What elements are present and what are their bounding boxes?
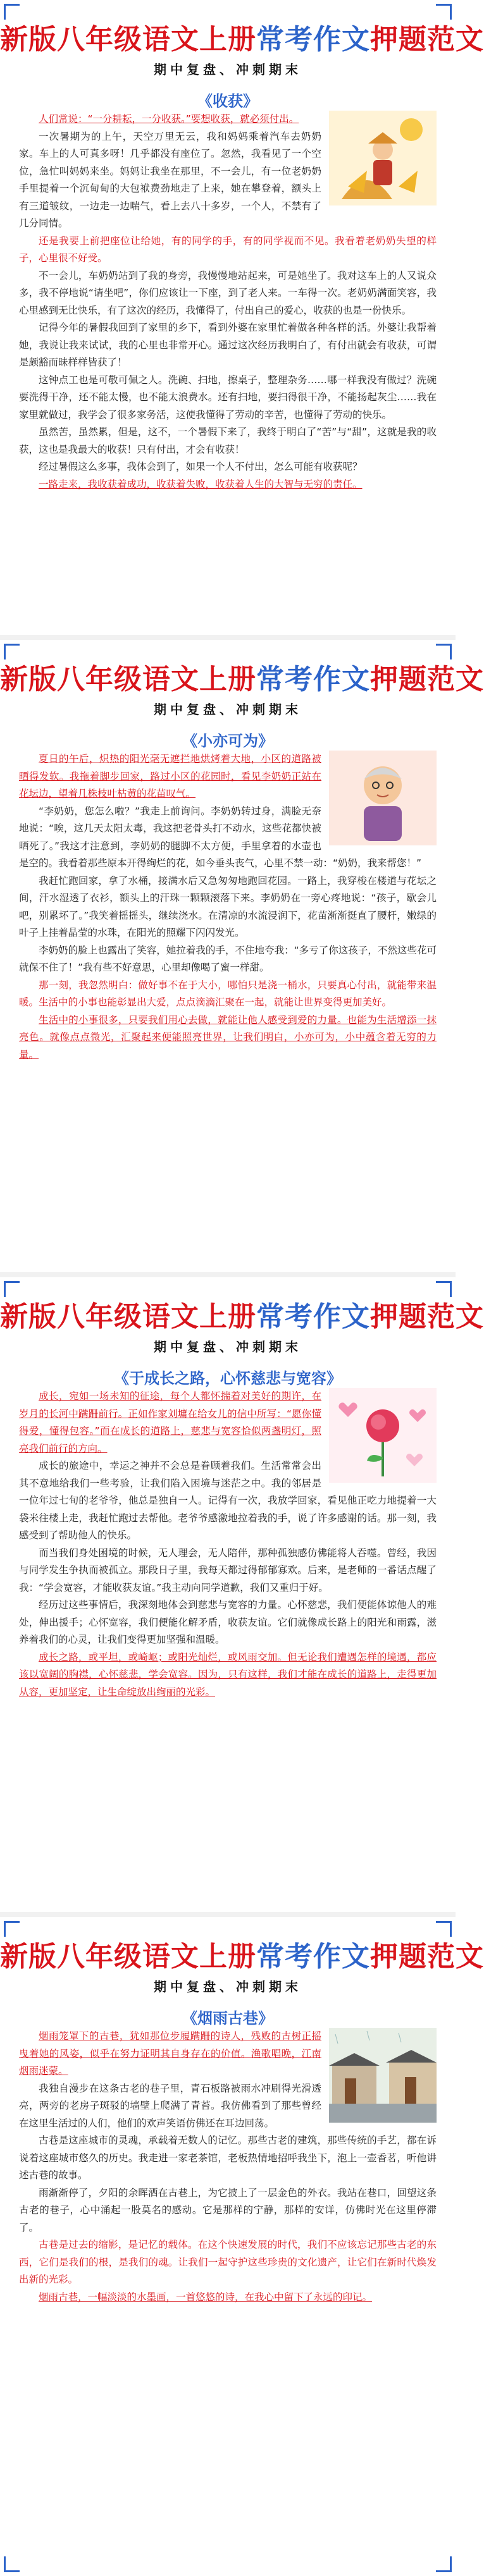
paragraph: 李奶奶的脸上也露出了笑容，她拉着我的手，不住地夸我：“多亏了你这孩子，不然这些花可就保不住了！”我有些不好意思，心里却像喝了蜜一样甜。 [19,944,437,973]
paragraph: 一次暑期为的上午，天空万里无云，我和妈妈乘着汽车去奶奶家。车上的人可真多呀！几乎都没有座位了。忽然，我看见了一个空位，急忙叫妈妈来坐。妈妈让我坐在那里，不一会儿，有一位老奶奶手里提着一个沉甸甸的大包袱费劲地走了上来，她在攀登着，额头上有三道皱纹，一边走一边喘气，看上去八十多岁，一个人，不禁有了几分同情。 [19,130,321,229]
title-part: 押题范文 [370,1301,484,1333]
section-divider [0,1272,456,1277]
paragraph: 我赶忙跑回家，拿了水桶，接满水后又急匆匆地跑回花园。一路上，我穿梭在楼道与花坛之间，汗水湿透了衣衫，额头上的汗珠一颗颗滚落下来。李奶奶在一旁心疼地说：“孩子，歇会儿吧，别累坏了。”我笑着摇摇头，继续浇水。在清凉的水流浸润下，花苗渐渐挺直了腰杆，嫩绿的叶子上挂着晶莹的水珠，在阳光的照耀下闪闪发光。 [19,874,437,938]
subtitle-text: 期中复盘、冲刺期末 [154,702,302,717]
title-highlight: 常考作文 [256,663,370,696]
paragraph: 还是我要上前把座位让给她，有的同学的手，有的同学视而不见。我看着老奶奶失望的样子，心里很不好受。 [19,235,437,264]
section-divider [0,635,456,640]
page-title [0,656,484,697]
paragraph: 古巷是这座城市的灵魂，承载着无数人的记忆。那些古老的建筑，那些传统的手艺，都在诉说着这座城市悠久的历史。我走进一家老茶馆，老板热情地招呼我坐下，泡上一壶香茗，听他讲述古巷的故事。 [19,2135,437,2181]
paragraph: 古巷是过去的缩影，是记忆的载体。在这个快速发展的时代，我们不应该忘记那些古老的东西，它们是我们的根，是我们的魂。让我们一起守护这些珍贵的文化遗产，让它们在新时代焕发出新的光彩。 [19,2239,437,2285]
rose-and-hearts-illustration-icon [329,1388,437,1483]
title-part: 新版八年级语文上册 [0,663,256,696]
page-title [0,1934,484,1974]
essay-title: 《收获》 [197,92,258,110]
title-part: 押题范文 [370,663,484,696]
essay-body [19,2028,437,2306]
paragraph: 而当我们身处困境的时候，无人理会，无人陪伴，那种孤独感仿佛能将人吞噬。曾经，我因与同学发生争执而被孤立。那段日子里，我每天都过得郁郁寡欢。后来，是老师的一番话点醒了我：“学会宽容，才能收获友谊。”我主动向同学道歉，我们又重归于好。 [19,1547,437,1593]
paragraph: 虽然苦，虽然累，但是，这不，一个暑假下来了，我终于明白了“苦”与“甜”，这就是我的收获，这也是我最大的收获！只有付出，才会有收获！ [19,426,437,455]
subtitle [0,58,456,79]
essay-title: 《烟雨古巷》 [182,2009,273,2027]
essay-section-3 [0,1277,484,1917]
subtitle [0,1335,456,1356]
paragraph: 经过暑假这么多事，我体会到了，如果一个人不付出，怎么可能有收获呢？ [39,461,363,472]
essay-title: 《于成长之路，心怀慈悲与宽容》 [114,1370,342,1387]
essay-body [19,751,437,1064]
essay-section-1 [0,0,484,640]
title-highlight: 常考作文 [256,23,370,56]
paragraph: 记得今年的暑假我回到了家里的乡下，看到外婆在家里忙着做各种各样的活。外婆让我帮着她，我说让我来试试，我的心里也非常开心。通过这次经历我明白了，有付出就会有收获，可谓是颇豁而昧样样皆获了！ [19,322,437,368]
paragraph: 雨渐渐停了，夕阳的余晖洒在古巷上，为它披上了一层金色的外衣。我站在巷口，回望这条古老的巷子，心中涌起一股莫名的感动。它是那样的宁静，那样的安详，仿佛时光在这里停滞了。 [19,2187,437,2233]
paragraph: 成长，宛如一场未知的征途，每个人都怀揣着对美好的期许，在岁月的长河中蹒跚前行。正如作家刘墉在给女儿的信中所写：“愿你懂得爱，懂得包容。”而在成长的道路上，慈悲与宽容恰似两盏明灯，照亮我们前行的方向。 [19,1390,321,1454]
corner-decoration [4,2556,20,2572]
paragraph: 这钟点工也是可敬可佩之人。洗碗、扫地，擦桌子，整理杂务……哪一样我没有做过？洗碗要洗得干净，还不能太慢，也不能太浪费水。还有扫地，要扫得很干净，不能扬起灰尘……我在家里就做过，我学会了很多家务活，这使我懂得了劳动的辛苦，也懂得了劳动的快乐。 [19,374,437,420]
paragraph: 烟雨笼罩下的古巷，犹如那位步履蹒跚的诗人，残败的古树正摇曳着她的风姿，似乎在努力证明其自身存在的价值。渔歌唱晚，江南烟雨迷蒙。 [19,2030,321,2076]
paragraph: “李奶奶，您怎么啦？”我走上前询问。李奶奶转过身，满脸无奈地说：“唉，这几天太阳太毒，我这把老骨头打不动水，这些花都快被晒死了。”我这才注意到，李奶奶的腿脚不太方便，手里拿着的水壶也是空的。我看着那些原本开得绚烂的花，如今垂头丧气，心里不禁一动：“奶奶，我来帮您！” [19,805,422,869]
page-title [0,16,484,57]
paragraph: 一路走来，我收获着成功，收获着失败，收获着人生的大智与无穷的责任。 [39,478,363,490]
grandma-illustration-icon [329,751,437,845]
paragraph: 成长的旅途中，幸运之神并不会总是眷顾着我们。生活常常会出其不意地给我们一些考验，让我们陷入困境与迷茫之中。我的邻居是一位年过七旬的老爷爷，他总是独自一人。记得有一次，我放学回家，看见他正吃力地提着一大袋米往楼上走，我赶忙跑过去帮他。老爷爷感激地拉着我的手，说了许多感谢的话。那一刻，我感受到了帮助他人的快乐。 [19,1460,437,1541]
subtitle-text: 期中复盘、冲刺期末 [154,1979,302,1994]
page-title [0,1294,484,1334]
essay-title: 《小亦可为》 [182,732,273,750]
subtitle [0,1975,456,1996]
paragraph: 我独自漫步在这条古老的巷子里，青石板路被雨水冲刷得光滑透亮，两旁的老房子斑驳的墙壁上爬满了青苔。我仿佛看到了那些曾经在这里生活过的人们，他们的欢声笑语仿佛还在耳边回荡。 [19,2082,321,2129]
title-part: 新版八年级语文上册 [0,1941,256,1973]
title-part: 新版八年级语文上册 [0,1301,256,1333]
paragraph: 烟雨古巷，一幅淡淡的水墨画，一首悠悠的诗，在我心中留下了永远的印记。 [39,2291,373,2303]
paragraph: 成长之路，或平坦，或崎岖；或阳光灿烂，或风雨交加。但无论我们遭遇怎样的境遇，都应该以宽阔的胸襟，心怀慈悲，学会宽容。因为，只有这样，我们才能在成长的道路上，走得更加从容，更加坚定，让生命绽放出绚丽的光彩。 [19,1651,437,1698]
paragraph: 人们常说：“一分耕耘，一分收获。”要想收获，就必须付出。 [39,113,299,125]
subtitle-text: 期中复盘、冲刺期末 [154,62,302,77]
essay-body [19,111,437,493]
corner-decoration [436,2556,452,2572]
paragraph: 不一会儿，车奶奶站到了我的身旁，我慢慢地站起来，可是她坐了。我对这车上的人又说众多，我不停地说“请坐吧”，你们应该让一下座，到了老人来。一车得一次。老奶奶满面笑容，我心里感到无比快乐，有了这次的经历，我懂得了，付出自己的爱心，收获的也是一份快乐。 [19,269,437,316]
title-highlight: 常考作文 [256,1301,370,1333]
essay-section-2 [0,640,484,1277]
ancient-alley-illustration-icon [329,2028,437,2123]
title-part: 新版八年级语文上册 [0,23,256,56]
title-part: 押题范文 [370,1941,484,1973]
paragraph: 生活中的小事很多，只要我们用心去做，就能让他人感受到爱的力量。也能为生活增添一抹亮色。就像点点微光，汇聚起来便能照亮世界，让我们明白，小亦可为，小中蕴含着无穷的力量。 [19,1014,437,1060]
essay-section-4 [0,1917,484,2576]
subtitle-text: 期中复盘、冲刺期末 [154,1339,302,1354]
essay-body [19,1388,437,1701]
paragraph: 那一刻，我忽然明白：做好事不在于大小，哪怕只是浇一桶水，只要真心付出，就能带来温暖。生活中的小事也能彰显出大爱，点点滴滴汇聚在一起，就能让世界变得更加美好。 [19,979,437,1008]
paragraph: 夏日的午后，炽热的阳光毫无遮拦地烘烤着大地，小区的道路被晒得发软。我拖着脚步回家，路过小区的花园时，看见李奶奶正站在花坛边，望着几株枝叶枯黄的花苗叹气。 [19,753,321,799]
title-highlight: 常考作文 [256,1941,370,1973]
subtitle [0,698,456,719]
paragraph: 经历过这些事情后，我深刻地体会到慈悲与宽容的力量。心怀慈悲，我们便能体谅他人的难处，伸出援手；心怀宽容，我们便能化解矛盾，收获友谊。它们就像成长路上的阳光和雨露，滋养着我们的心灵，让我们变得更加坚强和温暖。 [19,1599,437,1645]
title-part: 押题范文 [370,23,484,56]
harvest-farmer-illustration-icon [329,111,437,205]
section-divider [0,1912,456,1917]
